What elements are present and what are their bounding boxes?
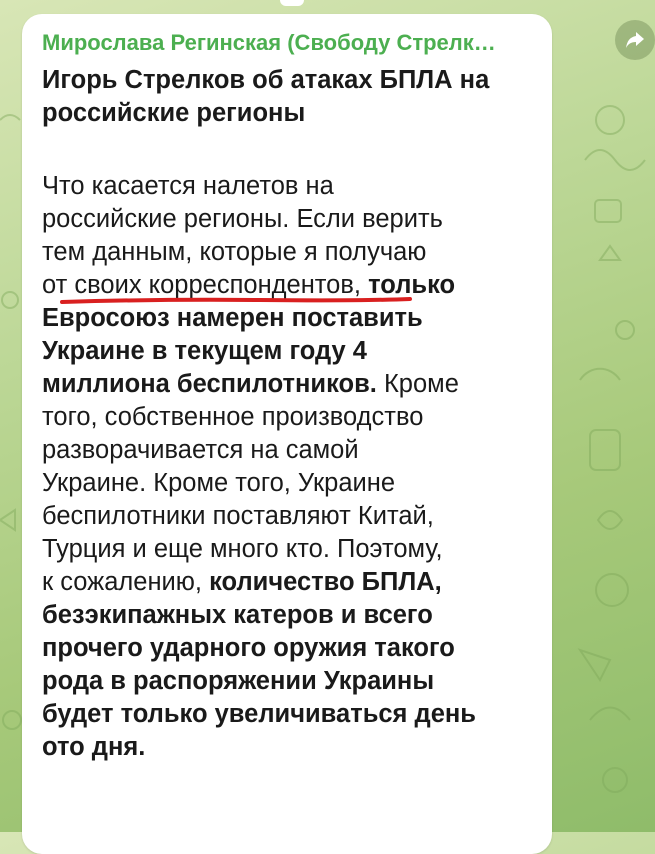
regular-text: Кроме bbox=[383, 370, 459, 398]
message-line: тем данным, которые я получаю bbox=[42, 238, 427, 266]
message-line: Украине в текущем году 4 bbox=[42, 337, 367, 365]
message-line: Евросоюз намерен поставить bbox=[42, 304, 423, 332]
regular-text: к сожалению, bbox=[42, 568, 203, 596]
message-line: безэкипажных катеров и всего bbox=[42, 601, 433, 629]
message-line: Что касается налетов на bbox=[42, 172, 334, 200]
message-line: ото дня. bbox=[42, 733, 146, 761]
share-arrow-icon bbox=[624, 29, 646, 51]
message-title-line: российские регионы bbox=[42, 99, 306, 127]
message-line: разворачивается на самой bbox=[42, 436, 359, 464]
message-line: того, собственное производство bbox=[42, 403, 424, 431]
bold-text: миллиона беспилотников. bbox=[42, 370, 377, 398]
bold-text: количество БПЛА, bbox=[209, 568, 442, 596]
message-title-line: Игорь Стрелков об атаках БПЛА на bbox=[42, 66, 490, 94]
message-line bbox=[42, 368, 550, 401]
message-line bbox=[42, 566, 550, 599]
message-line: рода в распоряжении Украины bbox=[42, 667, 435, 695]
red-underline-annotation bbox=[60, 296, 412, 306]
share-button[interactable] bbox=[615, 20, 655, 60]
bubble-top-edge bbox=[280, 0, 304, 6]
bold-text: только bbox=[368, 271, 456, 299]
message-line: Украине. Кроме того, Украине bbox=[42, 469, 396, 497]
paragraph-gap bbox=[42, 130, 550, 170]
message-line: будет только увеличиваться день bbox=[42, 700, 476, 728]
underlined-text: от своих корреспондентов, bbox=[42, 271, 361, 299]
message-line: прочего ударного оружия такого bbox=[42, 634, 455, 662]
message-text bbox=[42, 64, 550, 764]
message-line: российские регионы. Если верить bbox=[42, 205, 443, 233]
message-line: Турция и еще много кто. Поэтому, bbox=[42, 535, 443, 563]
message-line: беспилотники поставляют Китай, bbox=[42, 502, 434, 530]
sender-name[interactable]: Мирослава Регинская (Свободу Стрелк… bbox=[42, 30, 496, 55]
